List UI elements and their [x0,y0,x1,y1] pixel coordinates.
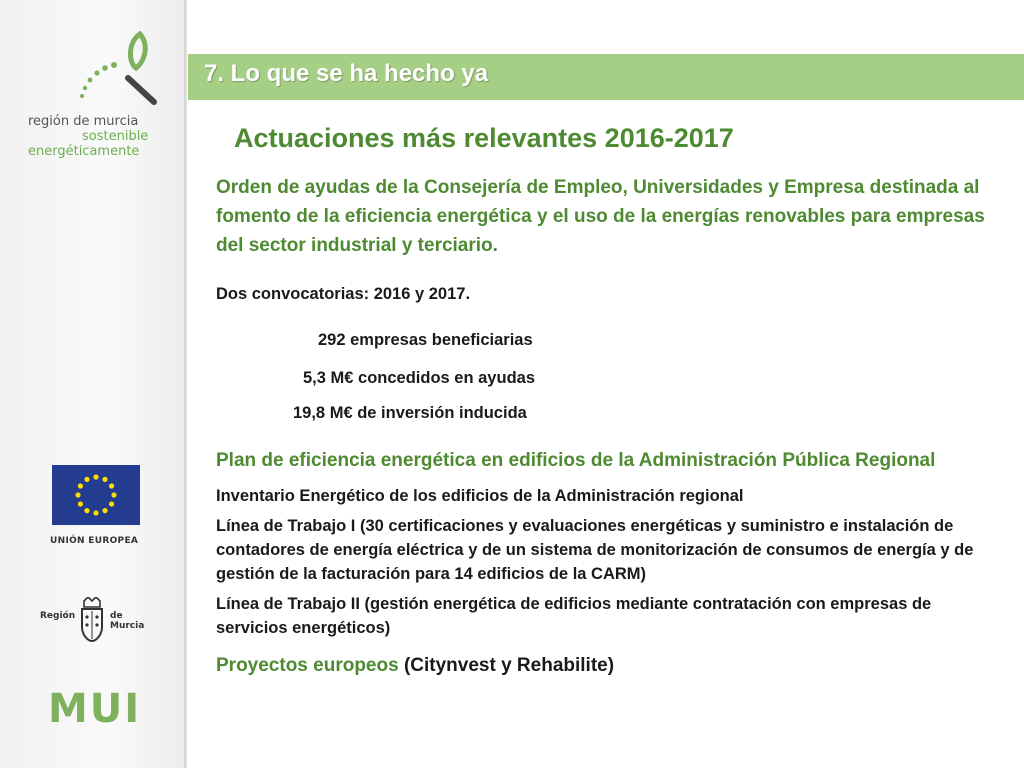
section1-calls: Dos convocatorias: 2016 y 2017. [216,285,471,303]
logo-line-3: energéticamente [28,144,140,159]
mui-logo: MUI [48,686,142,732]
section3-green-label: Proyectos europeos [216,655,399,676]
section3-black-label: (Citynvest y Rehabilite) [398,655,615,676]
main-content [216,173,1006,306]
stat-grants: 5,3 M€ concedidos en ayudas [303,369,535,387]
region-murcia-logo-icon [70,28,170,110]
sidebar-divider [184,0,187,768]
stat-investment: 19,8 M€ de inversión inducida [293,404,527,422]
murcia-crest-left-text: Región [40,611,76,621]
region-murcia-logo-text [28,114,148,159]
stat-companies: 292 empresas beneficiarias [318,331,533,349]
sidebar [0,0,184,768]
section1-intro: Orden de ayudas de la Consejería de Empleo, Universidades y Empresa destinada al fomento de la eficiencia energética y el uso de la energías renovables para empresas del sector industrial y terciario. [216,177,985,256]
section3 [216,652,1006,680]
logo-line-1: región de murcia [28,114,139,129]
slide-title: 7. Lo que se ha hecho ya [204,60,489,87]
section2-item-2: Línea de Trabajo I (30 certificaciones y evaluaciones energéticas y suministro e instalación de contadores de energía eléctrica y de un sistema de monitorización de consumos de energía y de gestión de la facturación para 14 edificios de la CARM) [216,517,974,583]
murcia-crest [40,597,150,643]
eu-flag-icon [52,465,140,525]
section2-title: Plan de eficiencia energética en edificios de la Administración Pública Regional [216,450,936,471]
header-bar [188,54,1024,100]
section2-item-1: Inventario Energético de los edificios de la Administración regional [216,487,744,505]
section2 [216,446,1006,680]
coat-of-arms-icon [78,597,106,643]
logo-line-2: sostenible [82,129,149,144]
eu-label: UNIÓN EUROPEA [50,536,139,546]
murcia-crest-right-text: de Murcia [110,611,145,631]
slide-subtitle: Actuaciones más relevantes 2016-2017 [234,123,734,153]
section2-item-3: Línea de Trabajo II (gestión energética de edificios mediante contratación con empresas de servicios energéticos) [216,595,932,637]
